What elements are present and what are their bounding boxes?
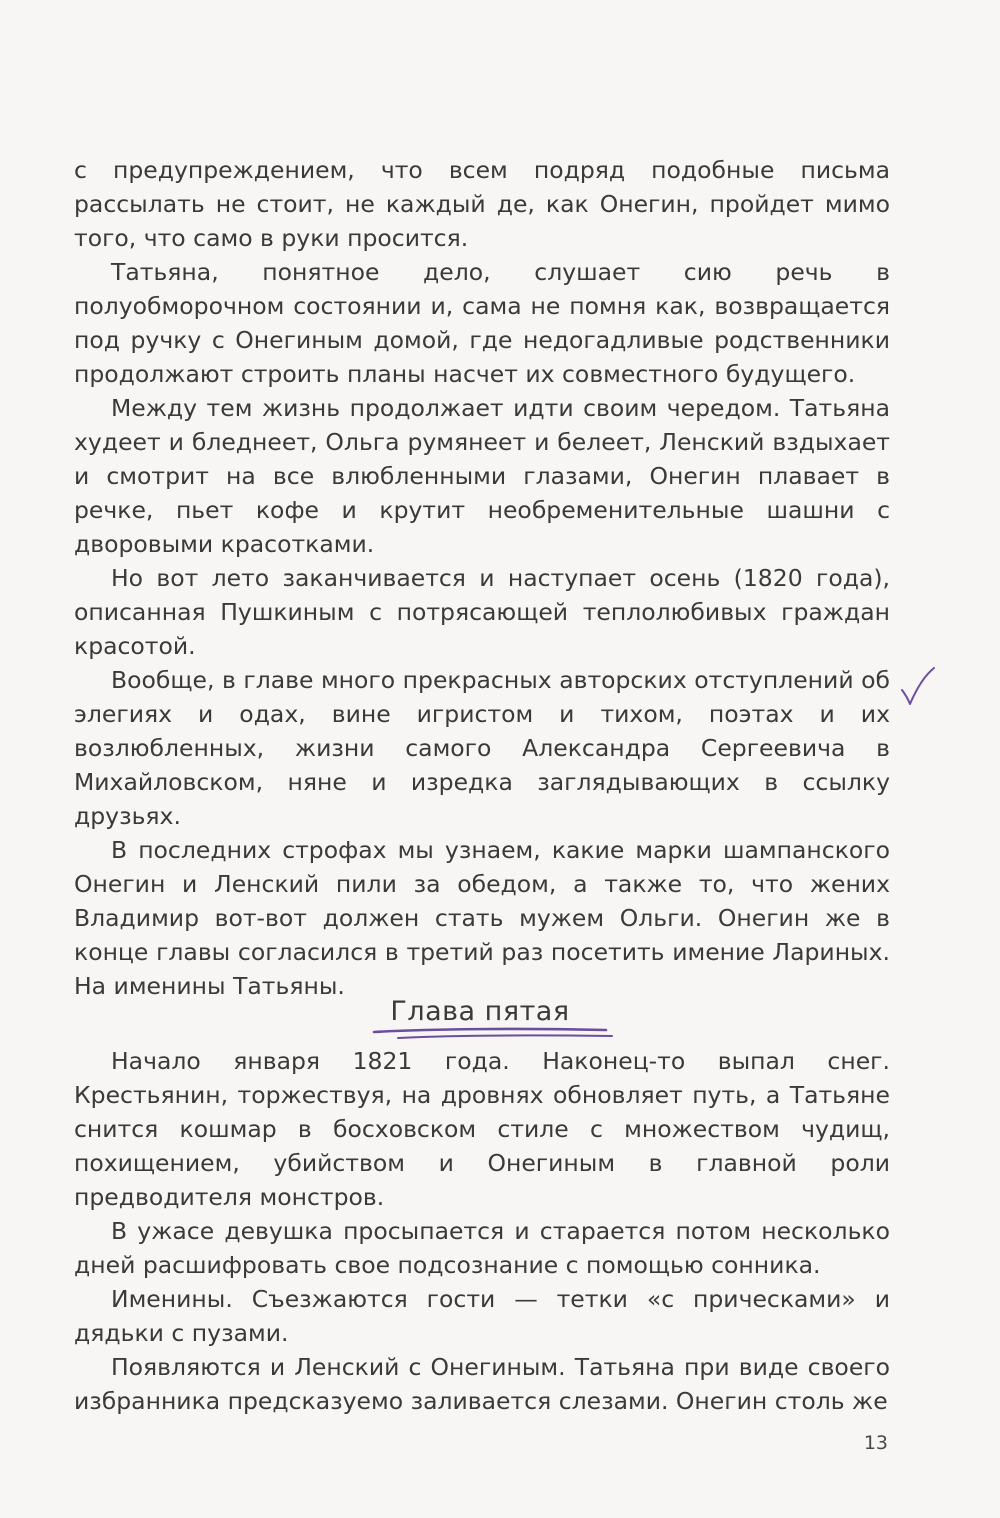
text-before-chapter	[74, 153, 890, 1003]
underline-icon	[368, 1024, 618, 1044]
chapter-title: Глава пятая	[390, 996, 570, 1027]
paragraph: с предупреждением, что всем подряд подобные письма рассылать не стоит, не каждый де, как Онегин, пройдет мимо того, что само в руки просится.	[74, 156, 890, 252]
paragraph: Появляются и Ленский с Онегиным. Татьяна при виде своего избранника предсказуемо заливается слезами. Онегин столь же	[74, 1353, 890, 1415]
checkmark-icon	[898, 664, 938, 708]
page-number: 13	[863, 1432, 888, 1454]
text-after-chapter	[74, 1044, 890, 1418]
paragraph: В последних строфах мы узнаем, какие марки шампанского Онегин и Ленский пили за обедом, а также то, что жених Владимир вот-вот должен стать мужем Ольги. Онегин же в конце главы согласился в третий раз посетить имение Лариных. На именины Татьяны.	[74, 836, 890, 1000]
paragraph: В ужасе девушка просыпается и старается потом несколько дней расшифровать свое подсознание с помощью сонника.	[74, 1217, 890, 1279]
paragraph: Между тем жизнь продолжает идти своим чередом. Татьяна худеет и бледнеет, Ольга румянеет и белеет, Ленский вздыхает и смотрит на все влюбленными глазами, Онегин плавает в речке, пьет кофе и крутит необременительные шашни с дворовыми красотками.	[74, 394, 890, 558]
paragraph: Именины. Съезжаются гости — тетки «с прическами» и дядьки с пузами.	[74, 1285, 890, 1347]
paragraph: Вообще, в главе много прекрасных авторских отступлений об элегиях и одах, вине игристом и тихом, поэтах и их возлюбленных, жизни самого Александра Сергеевича в Михайловском, няне и изредка заглядывающих в ссылку друзьях.	[74, 666, 890, 830]
paragraph: Но вот лето заканчивается и наступает осень (1820 года), описанная Пушкиным с потрясающей теплолюбивых граждан красотой.	[74, 564, 890, 660]
paragraph: Начало января 1821 года. Наконец-то выпал снег. Крестьянин, торжествуя, на дровнях обновляет путь, а Татьяне снится кошмар в босховском стиле с множеством чудищ, похищением, убийством и Онегиным в главной роли предводителя монстров.	[74, 1047, 890, 1211]
paragraph: Татьяна, понятное дело, слушает сию речь в полуобморочном состоянии и, сама не помня как, возвращается под ручку с Онегиным домой, где недогадливые родственники продолжают строить планы насчет их совместного будущего.	[74, 258, 890, 388]
